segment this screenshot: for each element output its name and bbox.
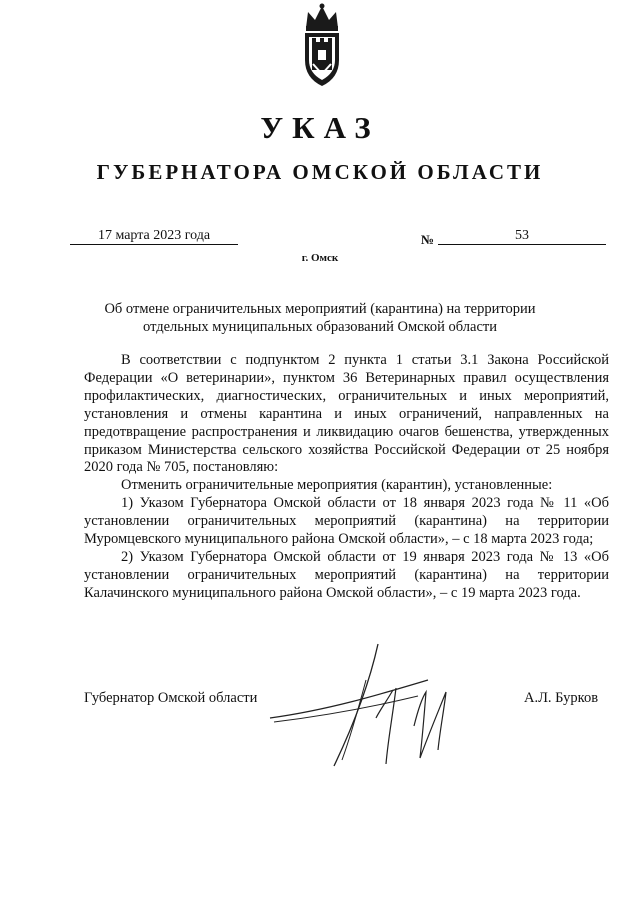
- heading-line-2: отдельных муниципальных образований Омской области: [143, 319, 497, 335]
- document-subtitle: ГУБЕРНАТОРА ОМСКОЙ ОБЛАСТИ: [96, 160, 544, 184]
- city: г. Омск: [301, 252, 339, 264]
- number-label: №: [421, 232, 435, 247]
- signatory-title: Губернатор Омской области: [84, 690, 258, 706]
- preamble-paragraph: В соответствии с подпунктом 2 пункта 1 статьи 3.1 Закона Российской Федерации «О ветеринарии», пунктом 36 Ветеринарных правил осуществления профилактических, диагностических, ограничительных и иных мероприятий, установления и отмены карантина и иных ограничений, направленных на предотвращение распространения и ликвидацию очагов бешенства, утвержденных приказом Министерства сельского хозяйства Российской Федерации от 25 ноября 2020 года № 705, постановляю:: [84, 352, 609, 476]
- decree-number: 53: [438, 228, 606, 245]
- heading-line-1: Об отмене ограничительных мероприятий (карантина) на территории: [104, 301, 536, 317]
- decree-body: [84, 352, 609, 603]
- signatory-name: А.Л. Бурков: [524, 690, 599, 706]
- item-2-paragraph: 2) Указом Губернатора Омской области от 19 января 2023 года № 13 «Об установлении ограничительных мероприятий (карантина) на территории Калачинского муниципального района Омской области», – с 19 марта 2023 года.: [84, 548, 609, 601]
- handwritten-signature-icon: [268, 640, 488, 770]
- omsk-coat-of-arms-icon: [296, 2, 348, 88]
- decree-date: 17 марта 2023 года: [70, 228, 238, 245]
- document-title: УКАЗ: [260, 110, 380, 145]
- decree-heading: [60, 300, 580, 336]
- intro-paragraph: Отменить ограничительные мероприятия (карантин), установленные:: [121, 477, 553, 494]
- item-1-paragraph: 1) Указом Губернатора Омской области от 18 января 2023 года № 11 «Об установлении ограничительных мероприятий (карантина) на территории Муромцевского муниципального района Омской области», – с 18 марта 2023 года;: [84, 495, 609, 548]
